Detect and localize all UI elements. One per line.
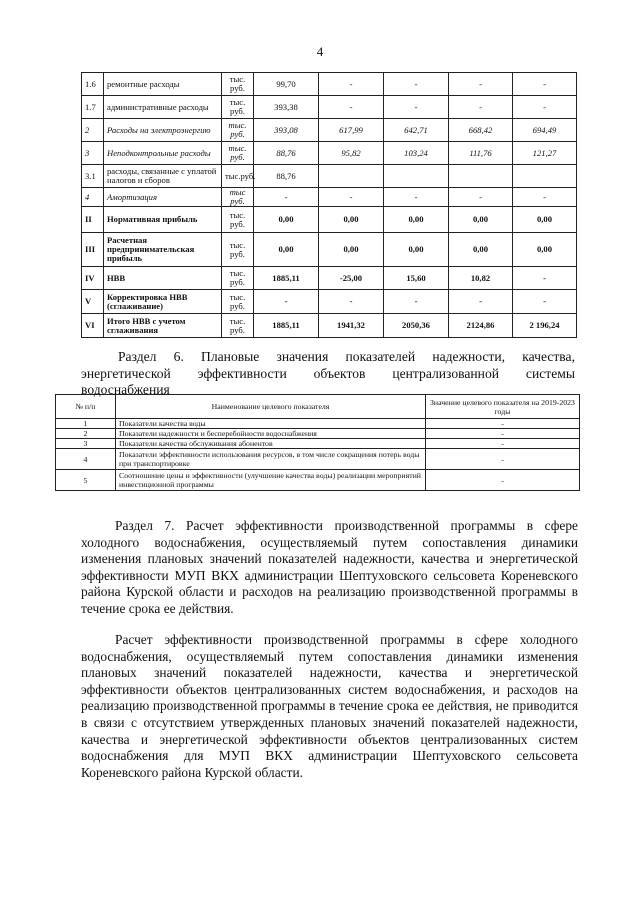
indicator-head-num: № п/п <box>56 395 116 419</box>
row-value-2022: 10,82 <box>449 267 513 290</box>
row-value-2019: 99,70 <box>254 73 319 96</box>
cost-table-row <box>82 207 577 233</box>
row-number: II <box>82 207 104 233</box>
row-value-2022: 0,00 <box>449 207 513 233</box>
section-6-line-2 <box>81 366 575 383</box>
indicator-name: Показатели качества обслуживания абонентов <box>116 439 426 449</box>
row-unit: тыс руб. <box>222 188 254 207</box>
cost-table-row <box>82 267 577 290</box>
row-value-2020: - <box>319 73 384 96</box>
row-number: 3.1 <box>82 165 104 188</box>
efficiency-paragraph-text: Расчет эффективности производственной программы в сфере холодного водоснабжения, осуществляемый путем сопоставления динамики изменения плановых значений показателей надежности, качества и энергетической эффективности объектов централизованных систем водоснабжения, и расходов на реализацию производственной программы в течение срока ее действия, не приводится в связи с отсутствием утвержденных плановых значений показателей надежности, качества и энергетической эффективности объектов централизованных систем водоснабжения для МУП ВКХ администрации Шептуховского сельсовета Кореневского района Курской области. <box>81 632 578 780</box>
row-value-2021 <box>384 165 449 188</box>
row-value-2020 <box>319 165 384 188</box>
row-value-2023: - <box>513 188 577 207</box>
row-value-2023: - <box>513 73 577 96</box>
indicator-name: Показатели надежности и бесперебойности водоснабжения <box>116 429 426 439</box>
indicator-value: - <box>426 470 580 491</box>
section-6-word: системы <box>525 365 575 381</box>
row-unit: тыс.руб. <box>222 165 254 188</box>
row-value-2022 <box>449 165 513 188</box>
section-7-text: Раздел 7. Расчет эффективности производственной программы в сфере холодного водоснабжения, осуществляемый путем сопоставления динамики изменения плановых значений показателей надежности, качества и энергетической эффективности МУП ВКХ администрации Шептуховского сельсовета Кореневского района Курской области и расходов на реализацию производственной программы в течение срока ее действия. <box>81 518 578 616</box>
row-value-2020: 1941,32 <box>319 314 384 338</box>
section-6-word: объектов <box>313 365 366 381</box>
indicator-value: - <box>426 419 580 429</box>
indicator-value: - <box>426 449 580 470</box>
indicator-table-row <box>56 470 580 491</box>
indicator-table-header <box>56 395 580 419</box>
row-number: III <box>82 233 104 267</box>
row-value-2019: 393,38 <box>254 96 319 119</box>
indicator-number: 1 <box>56 419 116 429</box>
row-unit: тыс. руб. <box>222 290 254 314</box>
row-unit: тыс. руб. <box>222 233 254 267</box>
row-number: VI <box>82 314 104 338</box>
efficiency-paragraph <box>81 632 578 781</box>
section-6-word: надежности, <box>432 349 506 364</box>
row-value-2019: - <box>254 290 319 314</box>
row-number: 2 <box>82 119 104 142</box>
section-6-heading <box>81 349 575 399</box>
row-value-2023: 694,49 <box>513 119 577 142</box>
section-6-word: Плановые <box>201 349 260 364</box>
row-value-2021: 15,60 <box>384 267 449 290</box>
row-value-2023: 0,00 <box>513 233 577 267</box>
row-value-2022: 668,42 <box>449 119 513 142</box>
row-value-2023: 0,00 <box>513 207 577 233</box>
row-value-2019: - <box>254 188 319 207</box>
row-value-2022: - <box>449 73 513 96</box>
row-name: административные расходы <box>104 96 222 119</box>
section-6-word: показателей <box>345 349 416 364</box>
cost-table-body <box>82 73 577 338</box>
row-value-2019: 88,76 <box>254 142 319 165</box>
indicator-name: Показатели эффективности использования ресурсов, в том числе сокращения потерь воды при транспортировке <box>116 449 426 470</box>
indicator-table-row <box>56 439 580 449</box>
row-value-2019: 1885,11 <box>254 314 319 338</box>
cost-table-row <box>82 314 577 338</box>
row-value-2021: 0,00 <box>384 207 449 233</box>
row-name: Расходы на электроэнергию <box>104 119 222 142</box>
row-name: Амортизация <box>104 188 222 207</box>
row-name: Корректировка НВВ (сглаживание) <box>104 290 222 314</box>
row-name: расходы, связанные с уплатой налогов и сборов <box>104 165 222 188</box>
cost-table-row <box>82 73 577 96</box>
page-number: 4 <box>316 44 324 59</box>
row-number: 1.6 <box>82 73 104 96</box>
indicator-value: - <box>426 439 580 449</box>
row-unit: тыс. руб. <box>222 96 254 119</box>
row-value-2019: 393,08 <box>254 119 319 142</box>
row-value-2022: 2124,86 <box>449 314 513 338</box>
row-unit: тыс. руб. <box>222 119 254 142</box>
indicator-head-value: Значение целевого показателя на 2019-2023 годы <box>426 395 580 419</box>
cost-table-row <box>82 96 577 119</box>
row-value-2019: 1885,11 <box>254 267 319 290</box>
row-value-2020: 95,82 <box>319 142 384 165</box>
row-number: IV <box>82 267 104 290</box>
row-value-2020: - <box>319 188 384 207</box>
row-name: ремонтные расходы <box>104 73 222 96</box>
row-value-2023: - <box>513 267 577 290</box>
row-value-2019: 0,00 <box>254 233 319 267</box>
row-unit: тыс. руб. <box>222 142 254 165</box>
row-unit: тыс. руб. <box>222 314 254 338</box>
row-value-2019: 0,00 <box>254 207 319 233</box>
indicator-table <box>55 394 580 491</box>
row-number: 3 <box>82 142 104 165</box>
section-6-line-3: водоснабжения <box>81 382 170 397</box>
section-6-word: значения <box>276 349 329 364</box>
indicator-table-row <box>56 449 580 470</box>
section-6-word: централизованной <box>392 365 500 381</box>
row-value-2021: 103,24 <box>384 142 449 165</box>
row-number: V <box>82 290 104 314</box>
cost-table-row <box>82 165 577 188</box>
row-name: Итого НВВ с учетом сглаживания <box>104 314 222 338</box>
row-value-2021: - <box>384 73 449 96</box>
indicator-number: 2 <box>56 429 116 439</box>
cost-table <box>81 72 577 338</box>
indicator-number: 4 <box>56 449 116 470</box>
row-value-2021: - <box>384 188 449 207</box>
cost-table-row <box>82 188 577 207</box>
row-value-2021: 0,00 <box>384 233 449 267</box>
row-value-2021: - <box>384 96 449 119</box>
section-6-line-1 <box>115 349 575 366</box>
indicator-number: 5 <box>56 470 116 491</box>
row-name: НВВ <box>104 267 222 290</box>
row-number: 1.7 <box>82 96 104 119</box>
row-value-2023: - <box>513 96 577 119</box>
row-value-2020: - <box>319 290 384 314</box>
section-6-word: Раздел <box>118 349 157 364</box>
row-number: 4 <box>82 188 104 207</box>
row-value-2022: - <box>449 188 513 207</box>
section-6-word: энергетической <box>81 365 171 381</box>
row-value-2020: 617,99 <box>319 119 384 142</box>
row-value-2023 <box>513 165 577 188</box>
row-value-2019: 88,76 <box>254 165 319 188</box>
indicator-table-row <box>56 419 580 429</box>
section-6-word: качества, <box>522 349 575 364</box>
row-value-2023: - <box>513 290 577 314</box>
row-value-2022: 0,00 <box>449 233 513 267</box>
indicator-table-row <box>56 429 580 439</box>
row-unit: тыс. руб. <box>222 267 254 290</box>
indicator-name: Показатели качества воды <box>116 419 426 429</box>
indicator-table-body <box>56 419 580 491</box>
cost-table-row <box>82 119 577 142</box>
row-value-2022: - <box>449 96 513 119</box>
cost-table-row <box>82 290 577 314</box>
row-value-2023: 2 196,24 <box>513 314 577 338</box>
row-name: Неподконтрольные расходы <box>104 142 222 165</box>
indicator-head-name: Наименование целевого показателя <box>116 395 426 419</box>
row-value-2021: - <box>384 290 449 314</box>
row-name: Расчетная предпринимательская прибыль <box>104 233 222 267</box>
row-value-2020: 0,00 <box>319 207 384 233</box>
section-7-heading <box>81 518 578 618</box>
row-value-2021: 642,71 <box>384 119 449 142</box>
row-value-2020: - <box>319 96 384 119</box>
row-value-2020: -25,00 <box>319 267 384 290</box>
row-value-2021: 2050,36 <box>384 314 449 338</box>
row-name: Нормативная прибыль <box>104 207 222 233</box>
row-value-2022: 111,76 <box>449 142 513 165</box>
cost-table-row <box>82 233 577 267</box>
row-unit: тыс. руб. <box>222 73 254 96</box>
section-6-word: эффективности <box>197 365 287 381</box>
row-value-2020: 0,00 <box>319 233 384 267</box>
indicator-value: - <box>426 429 580 439</box>
indicator-name: Соотношение цены и эффективности (улучшение качества воды) реализации мероприятий инвестиционной программы <box>116 470 426 491</box>
row-unit: тыс. руб. <box>222 207 254 233</box>
row-value-2022: - <box>449 290 513 314</box>
row-value-2023: 121,27 <box>513 142 577 165</box>
cost-table-row <box>82 142 577 165</box>
section-6-word: 6. <box>173 349 184 364</box>
indicator-number: 3 <box>56 439 116 449</box>
